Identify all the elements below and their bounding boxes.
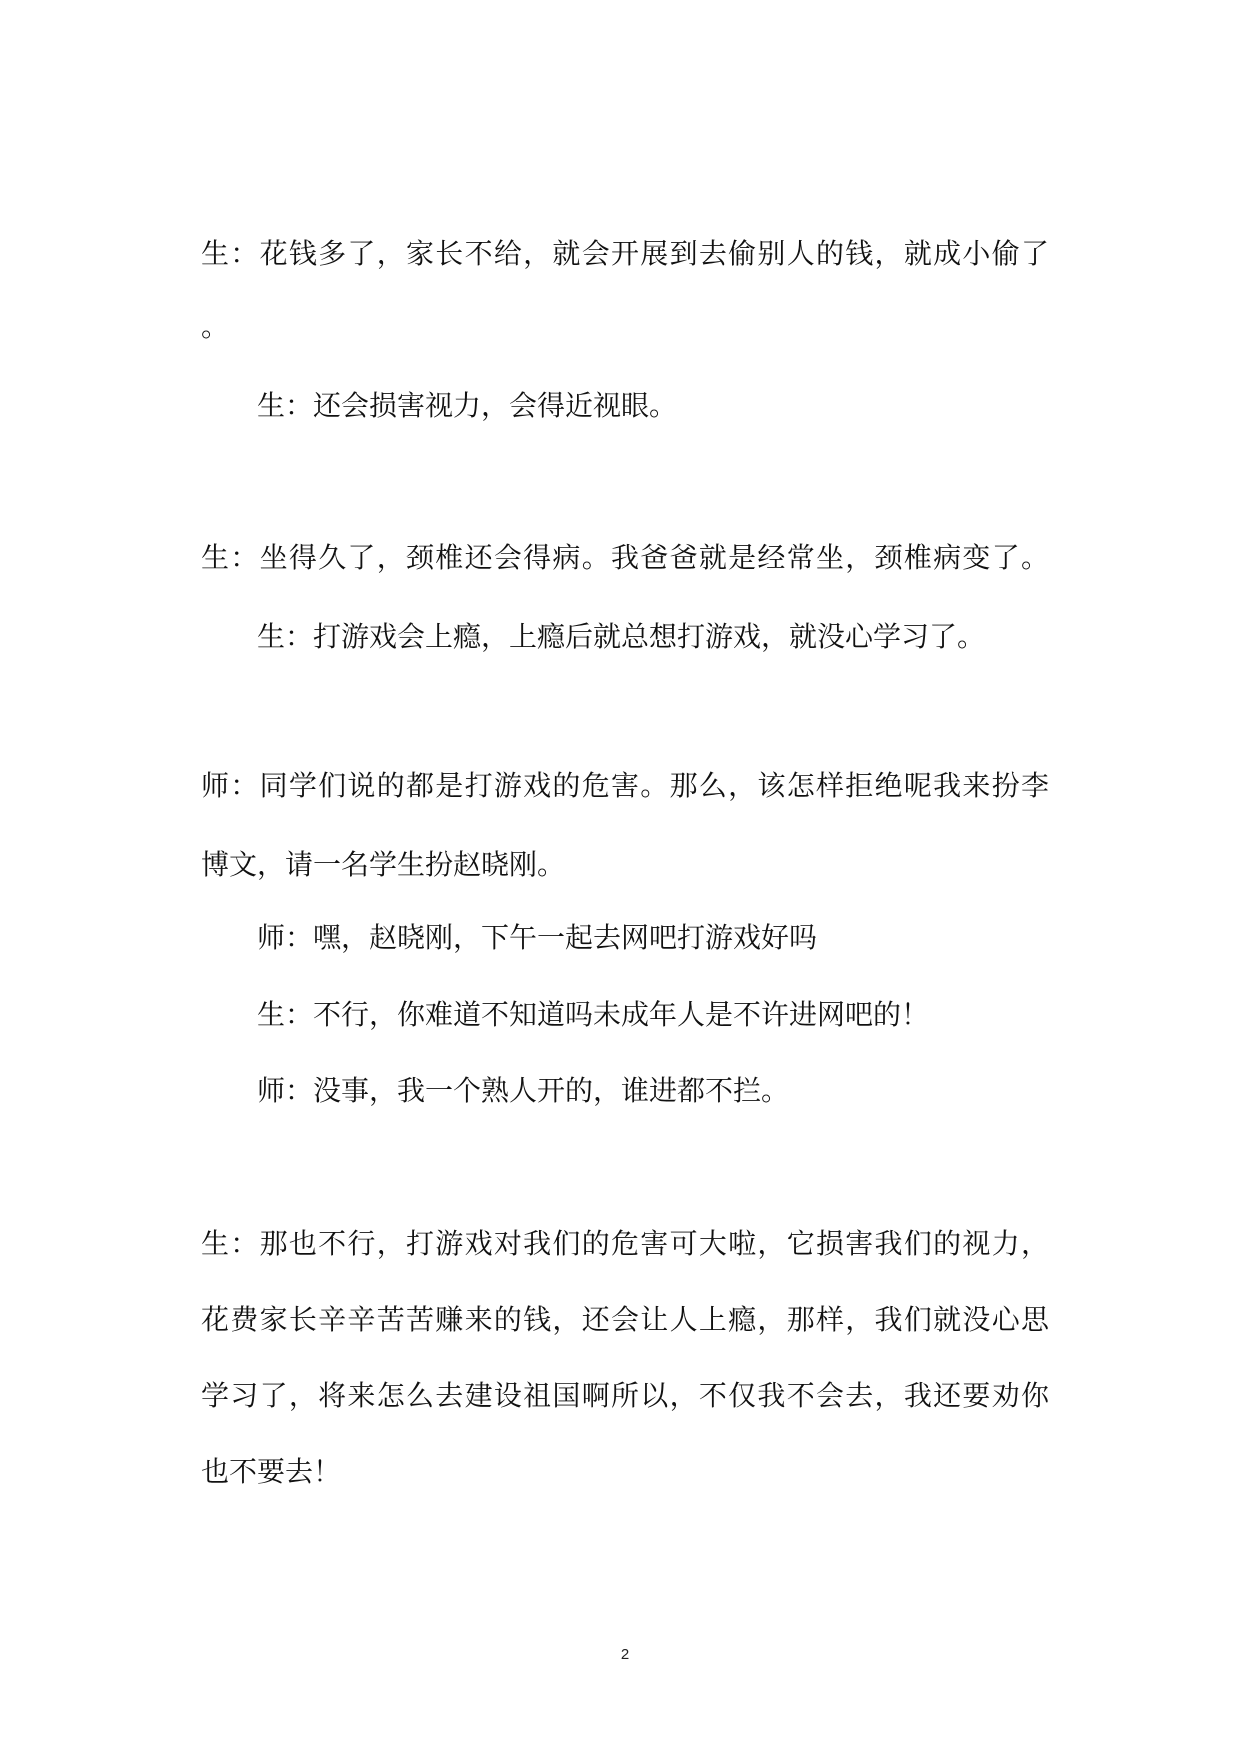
paragraph-line: 师：没事，我一个熟人开的，谁进都不拦。	[257, 1074, 790, 1107]
paragraph-line: 。	[201, 310, 230, 343]
paragraph-line: 生：坐得久了，颈椎还会得病。我爸爸就是经常坐，颈椎病变了。	[201, 541, 1049, 574]
page-number: 2	[620, 1646, 630, 1663]
paragraph-line: 生：打游戏会上瘾，上瘾后就总想打游戏，就没心学习了。	[257, 620, 986, 653]
paragraph-line: 生：那也不行，打游戏对我们的危害可大啦，它损害我们的视力，	[201, 1227, 1049, 1260]
paragraph-line: 学习了，将来怎么去建设祖国啊所以，不仅我不会去，我还要劝你	[201, 1379, 1049, 1412]
paragraph-line: 博文，请一名学生扮赵晓刚。	[201, 848, 566, 881]
paragraph-line: 也不要去！	[201, 1455, 342, 1488]
paragraph-line: 生：不行，你难道不知道吗未成年人是不许进网吧的！	[257, 998, 930, 1031]
paragraph-line: 师：同学们说的都是打游戏的危害。那么，该怎样拒绝呢我来扮李	[201, 769, 1049, 802]
paragraph-line: 生：还会损害视力，会得近视眼。	[257, 389, 678, 422]
paragraph-line: 花费家长辛辛苦苦赚来的钱，还会让人上瘾，那样，我们就没心思	[201, 1303, 1049, 1336]
paragraph-line: 生：花钱多了，家长不给，就会开展到去偷别人的钱，就成小偷了	[201, 237, 1049, 270]
paragraph-line: 师：嘿，赵晓刚，下午一起去网吧打游戏好吗	[257, 921, 818, 954]
